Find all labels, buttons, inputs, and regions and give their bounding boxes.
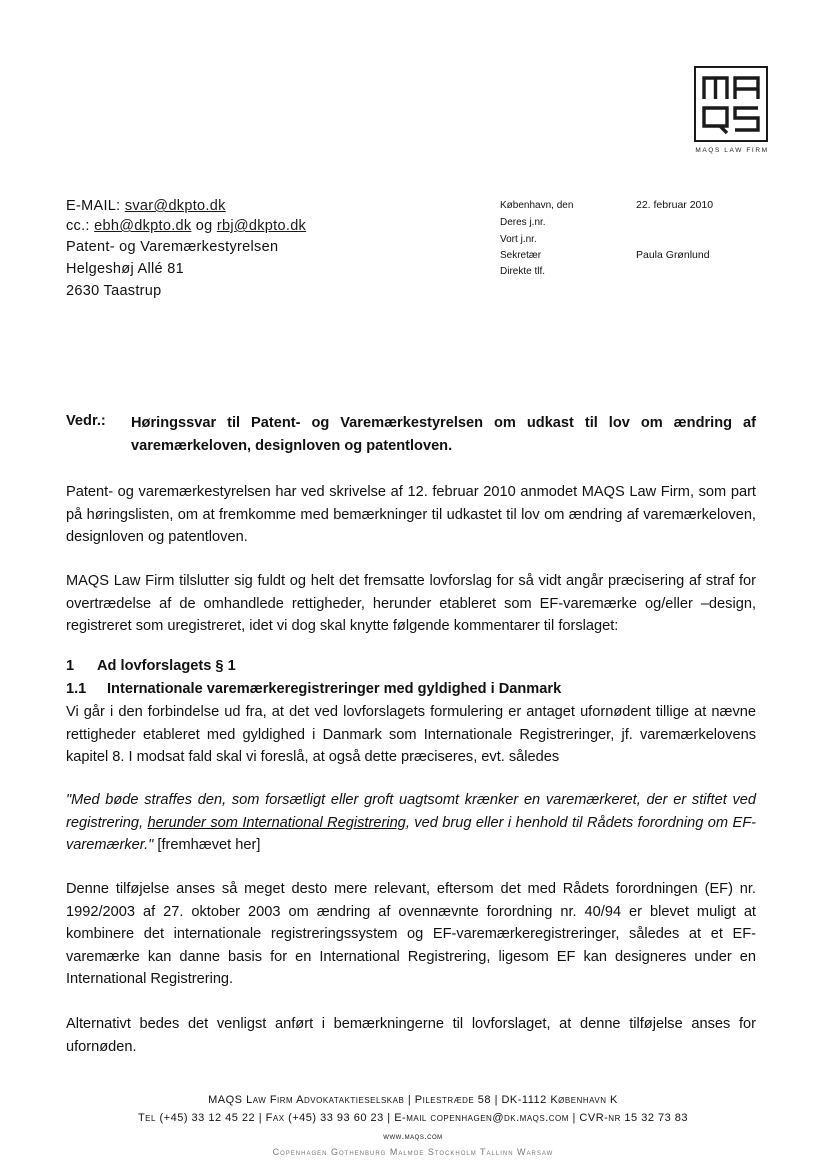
quote-part-2: , ved brug eller i henhold til Rådets forordning om EF-varemærker." bbox=[66, 814, 757, 853]
paragraph-endorsement: MAQS Law Firm tilslutter sig fuldt og helt det fremsatte lovforslag for så vidt angår præcisering af straf for overtrædelse af de omhandlede rettigheder, herunder etableret som EF-varemærke og/eller –design, registreret som uregistreret, idet vi dog skal knytte følgende kommentarer til forslaget: bbox=[66, 573, 756, 634]
paragraph-alternative: Alternativt bedes det venligst anført i bemærkningerne til lovforslaget, at denne tilføjelse anses for ufornøden. bbox=[66, 1016, 756, 1055]
recipient-street: Helgeshøj Allé 81 bbox=[66, 261, 184, 277]
paragraph-intro: Patent- og varemærkestyrelsen har ved skrivelse af 12. februar 2010 anmodet MAQS Law Firm, som part på høringslisten, om at fremkomme med bemærkninger til udkastet til lov om ændring af varemærkeloven, designloven og patentloven. bbox=[66, 484, 756, 545]
quote-emphasis: herunder som International Registrering bbox=[147, 814, 406, 831]
meta-direkte-label: Direkte tlf. bbox=[500, 266, 546, 277]
subsection-heading: Internationale varemærkeregistreringer med gyldighed i Danmark bbox=[107, 681, 562, 697]
recipient-city: 2630 Taastrup bbox=[66, 283, 162, 299]
meta-deres-label: Deres j.nr. bbox=[500, 217, 546, 228]
cc-joiner: og bbox=[195, 218, 213, 234]
logo-caption: MAQS LAW FIRM bbox=[695, 147, 769, 154]
quote-note: [fremhævet her] bbox=[153, 837, 261, 853]
footer-offices: Copenhagen Gothenburg Malmoe Stockholm Tallinn Warsaw bbox=[272, 1147, 554, 1157]
email-label: E-MAIL: bbox=[66, 198, 121, 214]
subject-label: Vedr.: bbox=[66, 413, 106, 429]
paragraph-relevance: Denne tilføjelse anses så meget desto mere relevant, eftersom det med Rådets forordningen (EF) nr. 1992/2003 af 27. oktober 2003 om ændring af ovennævnte forordning nr. 40/94 er blevet muligt at kombinere det internationale registreringssystem og EF-varemærkeregistreringer, således at et EF-varemærke kan danne basis for en International Registrering, ligesom EF kan designeres under en International Registrering. bbox=[66, 881, 756, 987]
maqs-logo bbox=[694, 66, 768, 142]
meta-date: 22. februar 2010 bbox=[636, 199, 714, 211]
paragraph-assumption: Vi går i den forbindelse ud fra, at det ved lovforslagets formulering er antaget ufornødent tillige at nævne rettigheder etableret med gyldighed i Danmark som Internationale Registreringer, jf. varemærkelovens kapitel 8. I modsat fald skal vi foreslå, at også dette præciseres, evt. således bbox=[66, 704, 756, 765]
cc-email-link-1[interactable]: ebh@dkpto.dk bbox=[94, 218, 192, 234]
subsection-number: 1.1 bbox=[66, 681, 87, 697]
quote-part-1: "Med bøde straffes den, som forsætligt eller groft uagtsomt krænker en varemærkeret, der er stiftet ved registrering, bbox=[66, 792, 756, 831]
meta-sekretaer-value: Paula Grønlund bbox=[636, 249, 710, 261]
email-link[interactable]: svar@dkpto.dk bbox=[124, 198, 226, 214]
meta-sekretaer-label: Sekretær bbox=[500, 250, 542, 261]
meta-place-label: København, den bbox=[500, 200, 574, 211]
subject-text: Høringssvar til Patent- og Varemærkestyrelsen om udkast til lov om ændring af varemærkeloven, designloven og patentloven. bbox=[131, 415, 756, 454]
meta-vort-label: Vort j.nr. bbox=[500, 234, 537, 245]
cc-label: cc.: bbox=[66, 218, 90, 234]
section-number: 1 bbox=[66, 658, 75, 674]
footer-address: MAQS Law Firm Advokataktieselskab | Pilestræde 58 | DK-1112 København K bbox=[208, 1094, 618, 1106]
recipient-cc-line bbox=[66, 216, 306, 237]
recipient-org: Patent- og Varemærkestyrelsen bbox=[66, 239, 279, 255]
quote-block bbox=[66, 789, 756, 857]
cc-email-link-2[interactable]: rbj@dkpto.dk bbox=[216, 218, 307, 234]
recipient-email-line bbox=[66, 196, 226, 217]
footer-contact: Tel (+45) 33 12 45 22 | Fax (+45) 33 93 60 23 | E-mail copenhagen@dk.maqs.com | CVR-nr 15 32 73 83 bbox=[137, 1112, 689, 1124]
section-heading: Ad lovforslagets § 1 bbox=[97, 658, 236, 674]
logo-text: MAQS bbox=[731, 66, 734, 67]
footer-website[interactable]: www.maqs.com bbox=[383, 1131, 443, 1141]
